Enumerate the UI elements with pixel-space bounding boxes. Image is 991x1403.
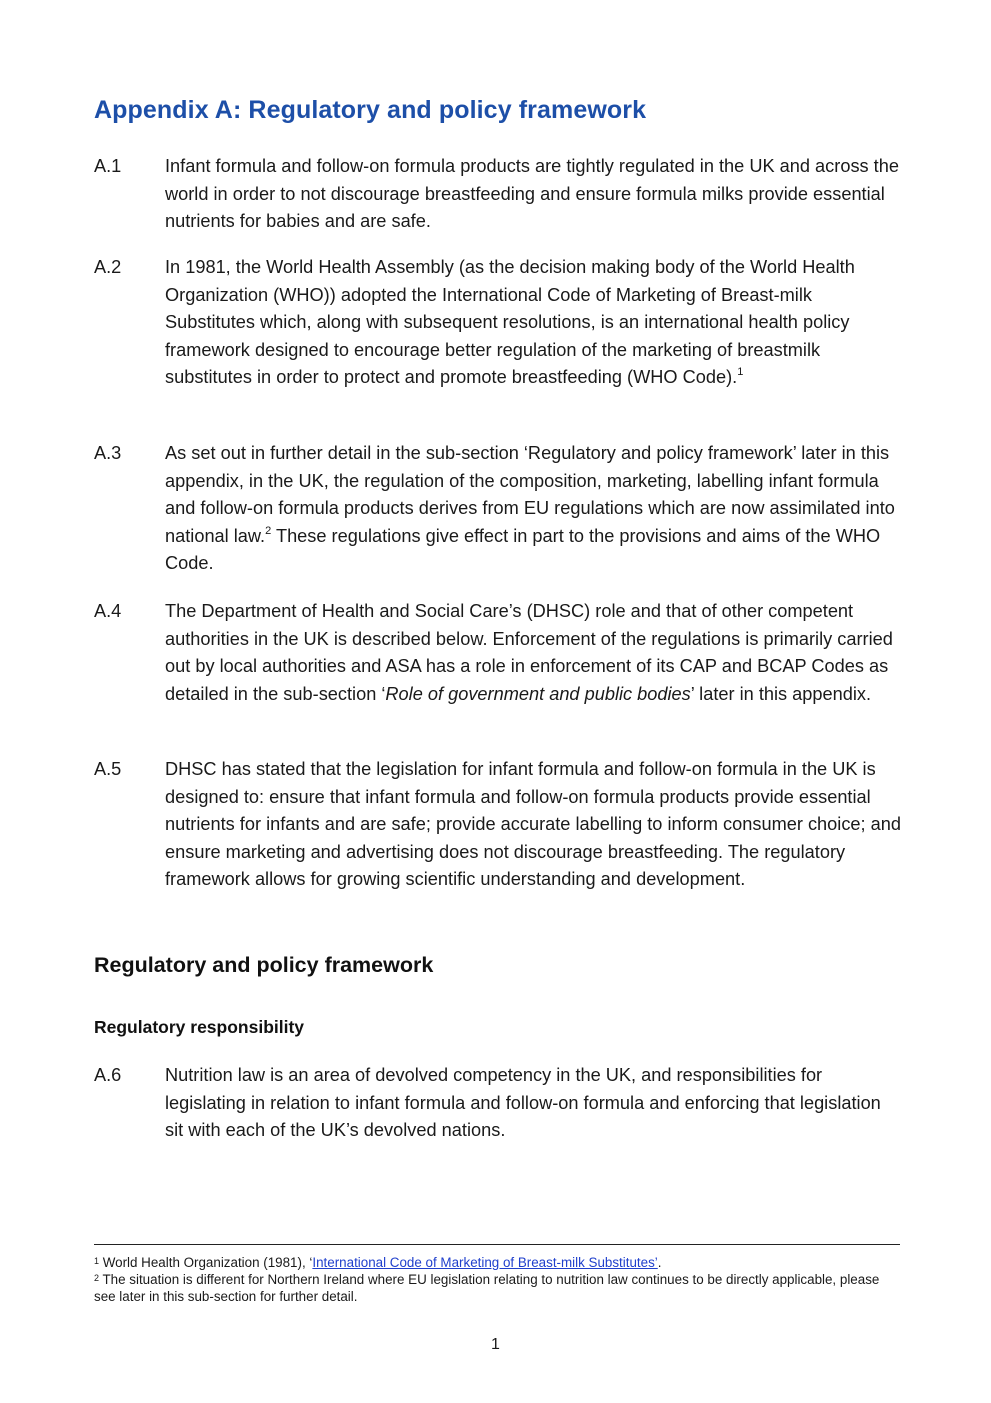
footnote-2: $^2$ The situation is different for Northern Ireland where EU legislation relating to nutrition law continues to be directly applicable, please see later in this sub-section for further detail. xyxy=(94,1272,880,1304)
paragraph-number: A.5 xyxy=(94,759,122,779)
paragraph-a2 xyxy=(94,254,904,392)
paragraph-number: A.3 xyxy=(94,443,122,463)
paragraph-text: Nutrition law is an area of devolved competency in the UK, and responsibilities for legislating in relation to infant formula and follow-on formula and enforcing that legislation sit with each of the UK’s devolved nations. xyxy=(165,1065,881,1141)
footnote-ref-2: 2 xyxy=(265,524,272,537)
italic-reference: Role of government and public bodies xyxy=(385,683,691,704)
page-title: Appendix A: Regulatory and policy framework xyxy=(94,96,647,124)
paragraph-number: A.2 xyxy=(94,257,122,277)
footnotes xyxy=(94,1254,900,1305)
section-heading: Regulatory and policy framework xyxy=(94,953,434,977)
footnote-divider xyxy=(94,1244,900,1245)
paragraph-text: As set out in further detail in the sub-section ‘Regulatory and policy framework’ later in this appendix, in the UK, the regulation of the composition, marketing, labelling infant formula and follow-on formula products derives from EU regulations which are now assimilated into national law.$^2$ These regulations give effect in part to the provisions and aims of the WHO Code. xyxy=(165,443,895,574)
paragraph-a6 xyxy=(94,1062,904,1145)
paragraph-text: In 1981, the World Health Assembly (as the decision making body of the World Health Organization (WHO)) adopted the International Code of Marketing of Breast-milk Substitutes which, along with subsequent resolutions, is an international health policy framework designed to encourage better regulation of the marketing of breastmilk substitutes in order to protect and promote breastfeeding (WHO Code).$^1$ xyxy=(165,257,855,388)
paragraph-number: A.4 xyxy=(94,601,122,621)
paragraph-number: A.1 xyxy=(94,156,122,176)
paragraph-text: DHSC has stated that the legislation for infant formula and follow-on formula in the UK is designed to: ensure that infant formula and follow-on formula products provide essential nutrients for infants and are safe; provide accurate labelling to inform consumer choice; and ensure marketing and advertising does not discourage breastfeeding. The regulatory framework allows for growing scientific understanding and development. xyxy=(165,759,901,890)
paragraph-a1 xyxy=(94,153,904,236)
paragraph-number: A.6 xyxy=(94,1065,122,1085)
paragraph-text: The Department of Health and Social Care’s (DHSC) role and that of other competent authorities in the UK is described below. Enforcement of the regulations is primarily carried out by local authorities and ASA has a role in enforcement of its CAP and BCAP Codes as detailed in the sub-section ‘Role of government and public bodies’ later in this appendix. xyxy=(165,601,893,704)
paragraph-a4 xyxy=(94,598,904,708)
footnote-ref-1: 1 xyxy=(737,366,744,379)
paragraph-text: Infant formula and follow-on formula products are tightly regulated in the UK and across the world in order to not discourage breastfeeding and ensure formula milks provide essential nutrients for babies and are safe. xyxy=(165,156,899,232)
paragraph-a5 xyxy=(94,756,904,894)
page-number: 1 xyxy=(491,1336,500,1353)
footnote-1: $^1$ World Health Organization (1981), ‘International Code of Marketing of Breast-milk Substitutes’. xyxy=(94,1255,662,1270)
who-code-link[interactable]: International Code of Marketing of Breast-milk Substitutes’ xyxy=(312,1255,658,1270)
subsection-heading: Regulatory responsibility xyxy=(94,1017,305,1037)
paragraph-a3 xyxy=(94,440,904,578)
